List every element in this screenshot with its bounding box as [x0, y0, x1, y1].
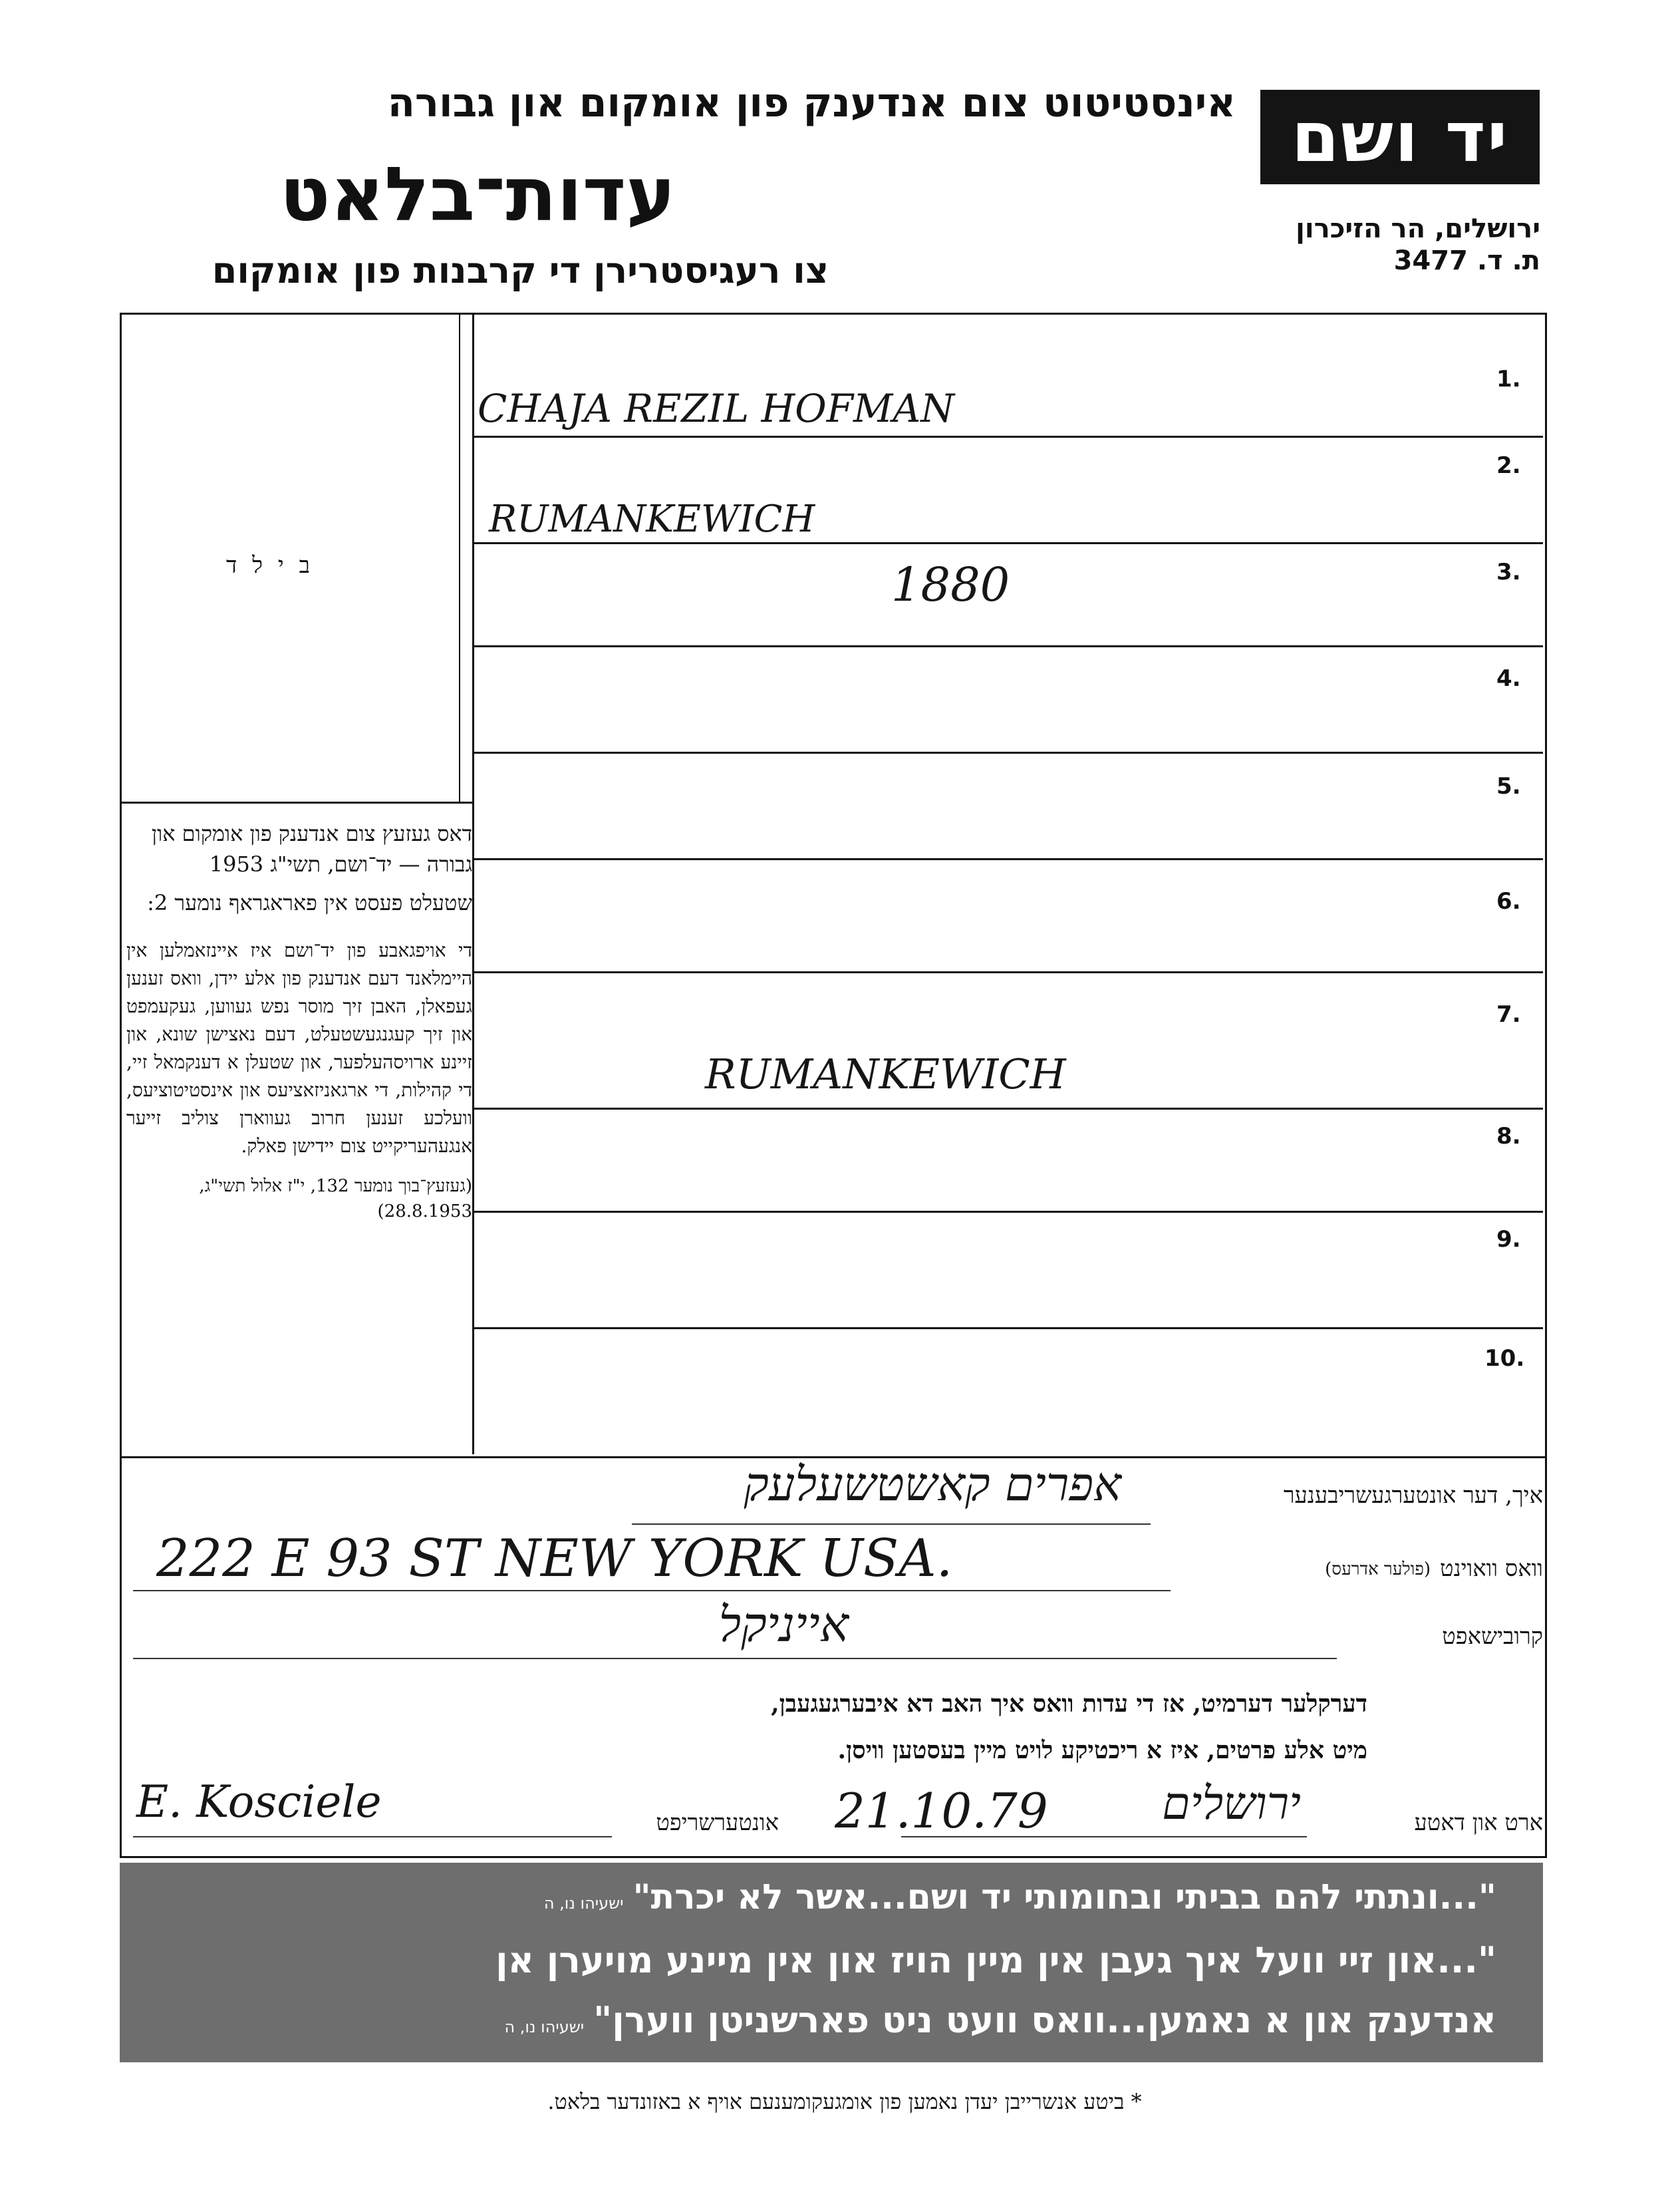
date-value[interactable]: 21.10.79	[835, 1783, 1048, 1839]
field-separator-1	[472, 436, 1543, 438]
field-3-value[interactable]: 1880	[891, 557, 1010, 612]
scripture-banner	[120, 1863, 1543, 2062]
institute-name: אינסטיטוט צום אנדענק פון אומקום און גבורה	[387, 80, 1236, 126]
relation-value[interactable]: אייניקל	[718, 1597, 849, 1652]
field-separator-8	[472, 1211, 1543, 1213]
page-subtitle: צו רעגיסטרירן די קרבנות פון אומקום	[211, 249, 829, 291]
place-value[interactable]: ירושלים	[1162, 1778, 1301, 1830]
banner-line-3: אנדענק און א נאמען...וואס וועט ניט פארשניטן ווערן"ישעיהו נו, ה	[504, 1999, 1496, 2041]
signature-label: אונטערשריפט	[656, 1809, 779, 1836]
field-2-value-latin[interactable]: RUMANKEWICH	[489, 498, 815, 541]
address-underline	[133, 1590, 1171, 1591]
name-underline	[632, 1523, 1151, 1525]
field-separator-2	[472, 542, 1543, 544]
address-label: וואס וואוינט	[1440, 1555, 1543, 1582]
field-separator-9	[472, 1327, 1543, 1329]
field-separator-3	[472, 645, 1543, 647]
law-body: די אויפגאבע פון יד־ושם איז איינזאמלען אין היימלאנד דעם אנדענק פון אלע יידן, וואס זענען געפאלן, האבן זיך מוסר נפש געווען, געקעמפט און זיך קעגנגעשטעלט, דעם נאצישן שונא, און זיינע ארויסהעלפער, און שטעלן א דענקמאל זיי, די קהילות, די ארגאניזאציעס און אינסטיטוציעס, וועלכע זענען חרוב געווארן צוליב זייער אנגעהעריקייט צום יידישן פאלק.	[126, 939, 472, 1157]
law-excerpt	[126, 818, 472, 1224]
photo-placeholder: ב י ל ד	[226, 552, 314, 579]
signature-underline	[133, 1836, 612, 1837]
photo-box-inner-line	[459, 313, 460, 802]
law-heading: דאס געזעץ צום אנדענק פון אומקום און גבורה — יד־ושם, תשי"ג 1953	[151, 821, 472, 877]
relation-underline	[133, 1658, 1337, 1659]
institute-address: ירושלים, הר הזיכרון ת. ד. 3477	[1296, 214, 1540, 276]
field-separator-4	[472, 752, 1543, 754]
yad-vashem-logo: יד ושם	[1260, 90, 1540, 184]
photo-box-bottom	[120, 802, 474, 804]
field-separator-6	[472, 971, 1543, 973]
declaration-line-1: דערקלער דערמיט, אז די עדות וואס איך האב דא איבערגעגעבן,	[771, 1690, 1367, 1718]
page-title: עדות־בלאט	[279, 152, 676, 238]
submitter-name-label: איך, דער אונטערגעשריבענער	[1283, 1482, 1543, 1509]
relation-label: קרובישאפט	[1442, 1623, 1543, 1650]
banner-line-1: "...ונתתי להם בביתי ובחומותי יד ושם...אשר לא יכרת"ישעיהו נו, ה	[543, 1877, 1496, 1917]
declaration-line-2: מיט אלע פרטים, איז א ריכטיקע לויט מיין בעסטען וויסן.	[837, 1736, 1367, 1764]
column-divider	[472, 313, 474, 1454]
law-clause: שטעלט פעסט אין פאראגראף נומער 2:	[147, 890, 472, 915]
field-7-value[interactable]: RUMANKEWICH	[705, 1050, 1066, 1098]
submitter-name-value[interactable]: אפרים קאשטשעלעק	[744, 1457, 1121, 1511]
law-reference: (געזעץ־בוך נומער 132, י"ז אלול תשי"ג, 28.8.1953)	[199, 1176, 472, 1221]
po-box: ת. ד. 3477	[1393, 245, 1540, 276]
footnote: * ביטע אנשרייבן יעדן נאמען פון אומגעקומענעם אויף א באזונדער בלאט.	[547, 2089, 1142, 2114]
field-separator-7	[472, 1108, 1543, 1110]
place-date-label: ארט און דאטע	[1414, 1809, 1543, 1836]
banner-line-2: "...און זיי וועל איך געבן אין מיין הויז און אין מיינע מויערן אן	[495, 1939, 1496, 1981]
field-separator-5	[472, 858, 1543, 860]
address-note: (פולער אדרעס)	[1325, 1559, 1431, 1579]
field-1-value-latin[interactable]: CHAJA REZIL HOFMAN	[478, 386, 954, 431]
address-value[interactable]: 222 E 93 ST NEW YORK USA.	[156, 1529, 953, 1589]
signature-value[interactable]: E. Kosciele	[136, 1776, 382, 1827]
